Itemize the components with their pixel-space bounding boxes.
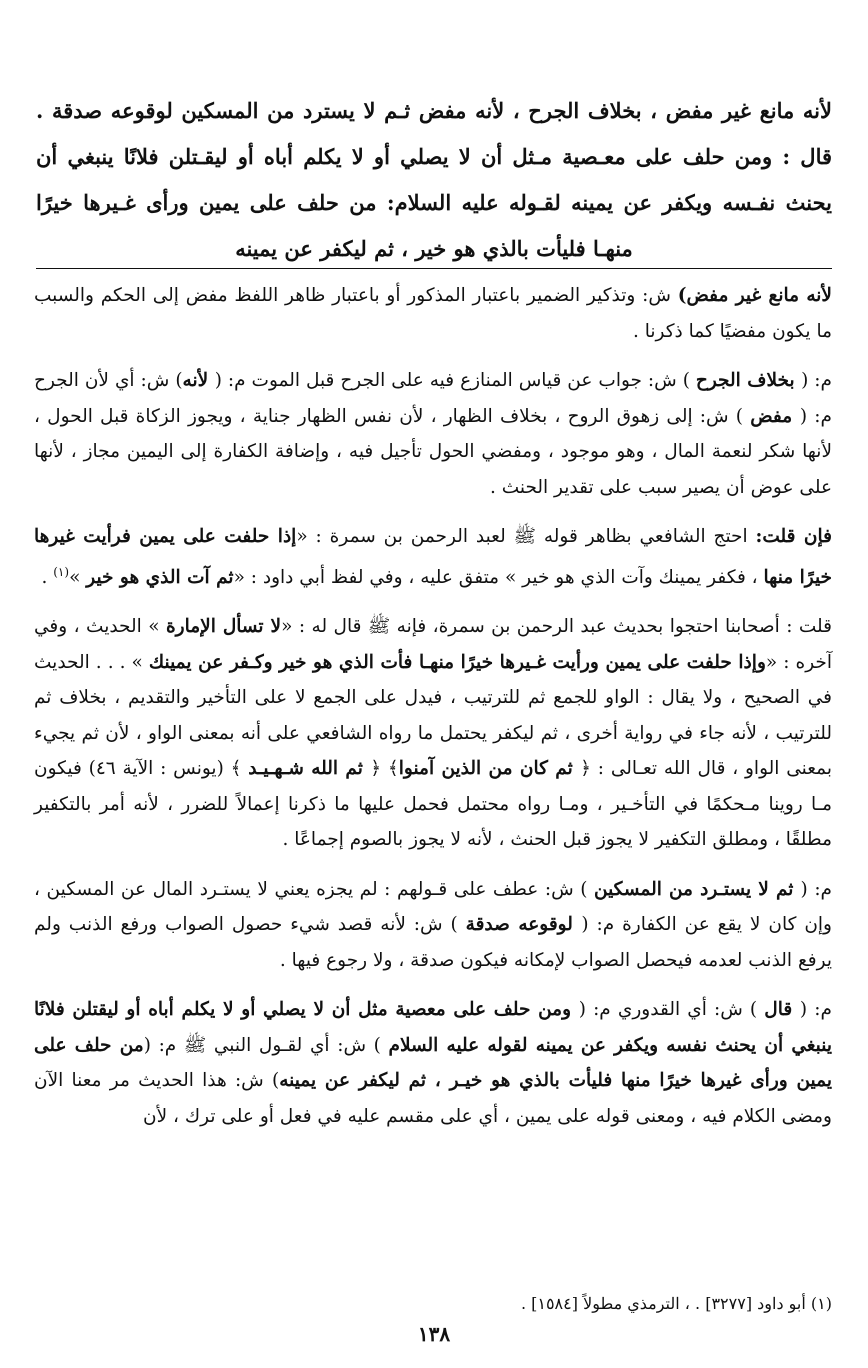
commentary-text: ، فكفر يمينك وآت الذي هو خير » متفق عليه ، وفي لفظ أبي داود : « [233, 566, 764, 588]
commentary-paragraph-5 [34, 872, 832, 979]
bold-quote: ثم كان من الذين آمنوا [398, 758, 581, 780]
commentary-text: ش: وتذكير الضمير باعتبار المذكور أو باعتبار ظاهر اللفظ مفض إلى الحكم والسبب ما يكون مفضيًا كما ذكرنا . [34, 285, 832, 342]
commentary-paragraph-2 [34, 363, 832, 505]
matn-text: لأنه مانع غير مفض ، بخلاف الجرح ، لأنه مفض ثـم لا يسترد من المسكين لوقوعه صدقة . قال : ومن حلف على معـصية مـثل أن لا يصلي أو لا يكلم أباه أو ليقـتلن فلانًا ينبغي أن يحنث نفـسه ويكفر عن يمينه لقـوله عليه السلام: من حلف على يمين ورأى غـيرها خيرًا منهـا فليأت بالذي هو خير ، ثم ليكفر عن يمينه [36, 98, 833, 261]
commentary-text: قلت : أصحابنا احتجوا بحديث عبد الرحمن بن سمرة، فإنه ﷺ قال له : « [281, 616, 832, 638]
bold-quote: مفض [750, 405, 800, 427]
commentary-text: ) ش: أي لقـول النبي ﷺ م: ( [143, 1034, 389, 1056]
footnote-reference: (١) [53, 564, 70, 579]
bold-quote: ثم آت الذي هو خير [86, 566, 234, 588]
commentary-text: . [41, 566, 54, 588]
commentary-text: ) ش: عطف على قـولهم : لم يجزه يعني لا يستـرد المال عن المسكين ، وإن كان لا يقع عن الكفارة م: ( [34, 878, 832, 936]
commentary-text: ) ش: جواب عن قياس المنازع فيه على الجرح قبل الموت م: ( [214, 370, 696, 391]
commentary [34, 278, 832, 1148]
bold-quote: ومن حلف على معصية مثل أن لا يصلي أو لا يكلم أباه أو ليقتلن فلانًا ينبغي أن يحنث نفسه ويكفر عن يمينه لقوله عليه السلام [34, 999, 833, 1056]
commentary-text: ) ش: لأنه قصد شيء حصول الصواب ورفع الذنب ولم يرفع الذنب لعدمه فيحصل الصواب لإمكانه فيكون صدقة ، ولا رجوع فيها . [34, 914, 832, 971]
bold-quote: بخلاف الجرح [695, 370, 802, 391]
commentary-text: ﴾ (يونس : الآية ٤٦) فيكون مـا روينا مـحكمًا في التأخـير ، ومـا رواه محتمل فحمل عليها ما ذكرنا إعمالاً للضرر ، لأنه أمر بالتكفير مطلقًا ، ومطلق التكفير لا يجوز قبل الحنث ، لأنه لا يجوز بالصوم إجماعًا . [34, 758, 832, 851]
commentary-text: » [69, 566, 87, 588]
commentary-text: م: ( [801, 370, 832, 391]
commentary-text: » الحديث ، وفي آخره : « [34, 616, 832, 673]
separator-line [36, 268, 832, 269]
commentary-paragraph-3 [34, 519, 832, 595]
bold-quote: إذا حلفت على يمين فرأيت غيرها خيرًا منها [34, 526, 832, 588]
commentary-paragraph-1 [34, 278, 832, 349]
commentary-text: ) ش: هذا الحديث مر معنا الآن ومضى الكلام فيه ، ومعنى قوله على يمين ، أي على مقسم عليه في فعل أو على ترك ، لأن [34, 1070, 832, 1127]
commentary-text: احتج الشافعي بظاهر قوله ﷺ لعبد الرحمن بن سمرة : « [296, 526, 756, 547]
bold-quote: لأنه [182, 370, 215, 391]
commentary-text: ) ش: أي لأن الجرح م: ( [34, 370, 832, 427]
bold-quote: ثم الله شـهـيـد [248, 758, 371, 780]
commentary-paragraph-4 [34, 609, 832, 858]
bold-quote: ثم لا يستـرد من المسكين [594, 878, 801, 900]
commentary-text: ﴾ ﴿ [370, 758, 399, 780]
commentary-text: م: ( [799, 999, 832, 1021]
bold-quote: فإن قلت: [755, 526, 832, 547]
page-number: ١٣٨ [417, 1322, 451, 1346]
commentary-paragraph-6 [34, 992, 832, 1134]
commentary-text: ) ش: إلى زهوق الروح ، بخلاف الظهار ، لأن نفس الظهار جناية ، ويجوز الزكاة قبل الحول ، لأنها شكر لنعمة المال ، وهو موجود ، ومفضي الحول تأجيل فيه ، وإضافة الكفارة إلى اليمين مجاز ، لأنها على عوض أن يصير سبب على تقدير الحنث . [34, 405, 832, 498]
bold-quote: لا تسأل الإمارة [165, 616, 282, 638]
bold-quote: وإذا حلفت على يمين ورأيت غـيرها خيرًا منهـا فأت الذي هو خير وكـفر عن يمينك [148, 651, 766, 673]
commentary-text: » . . . الحديث في الصحيح ، ولا يقال : الواو للجمع ثم للترتيب ، فيدل على الجمع لا على التأخير والتقديم ، بخلاف ثم للترتيب ، لأنه جاء في رواية أخرى ، ثم ليكفر يحتمل ما رواه الشافعي على أنه بمعنى الواو ، لأن ثم يجيء بمعنى الواو ، قال الله تعـالى : ﴿ [34, 651, 832, 780]
bold-quote: قال [764, 999, 800, 1021]
bold-quote: لوقوعه صدقة [465, 914, 582, 936]
commentary-text: ) ش: أي القدوري م: ( [578, 999, 765, 1021]
bold-quote: من حلف على يمين ورأى غيرها خيرًا منها فليأت بالذي هو خيـر ، ثم ليكفر عن يمينه [34, 1034, 832, 1092]
bold-quote: لأنه مانع غير مفض) [677, 285, 832, 306]
footnote: (١) أبو داود [٣٢٧٧] . ، الترمذي مطولاً [١٥٨٤] . [520, 1294, 832, 1313]
commentary-text: م: ( [800, 878, 833, 900]
